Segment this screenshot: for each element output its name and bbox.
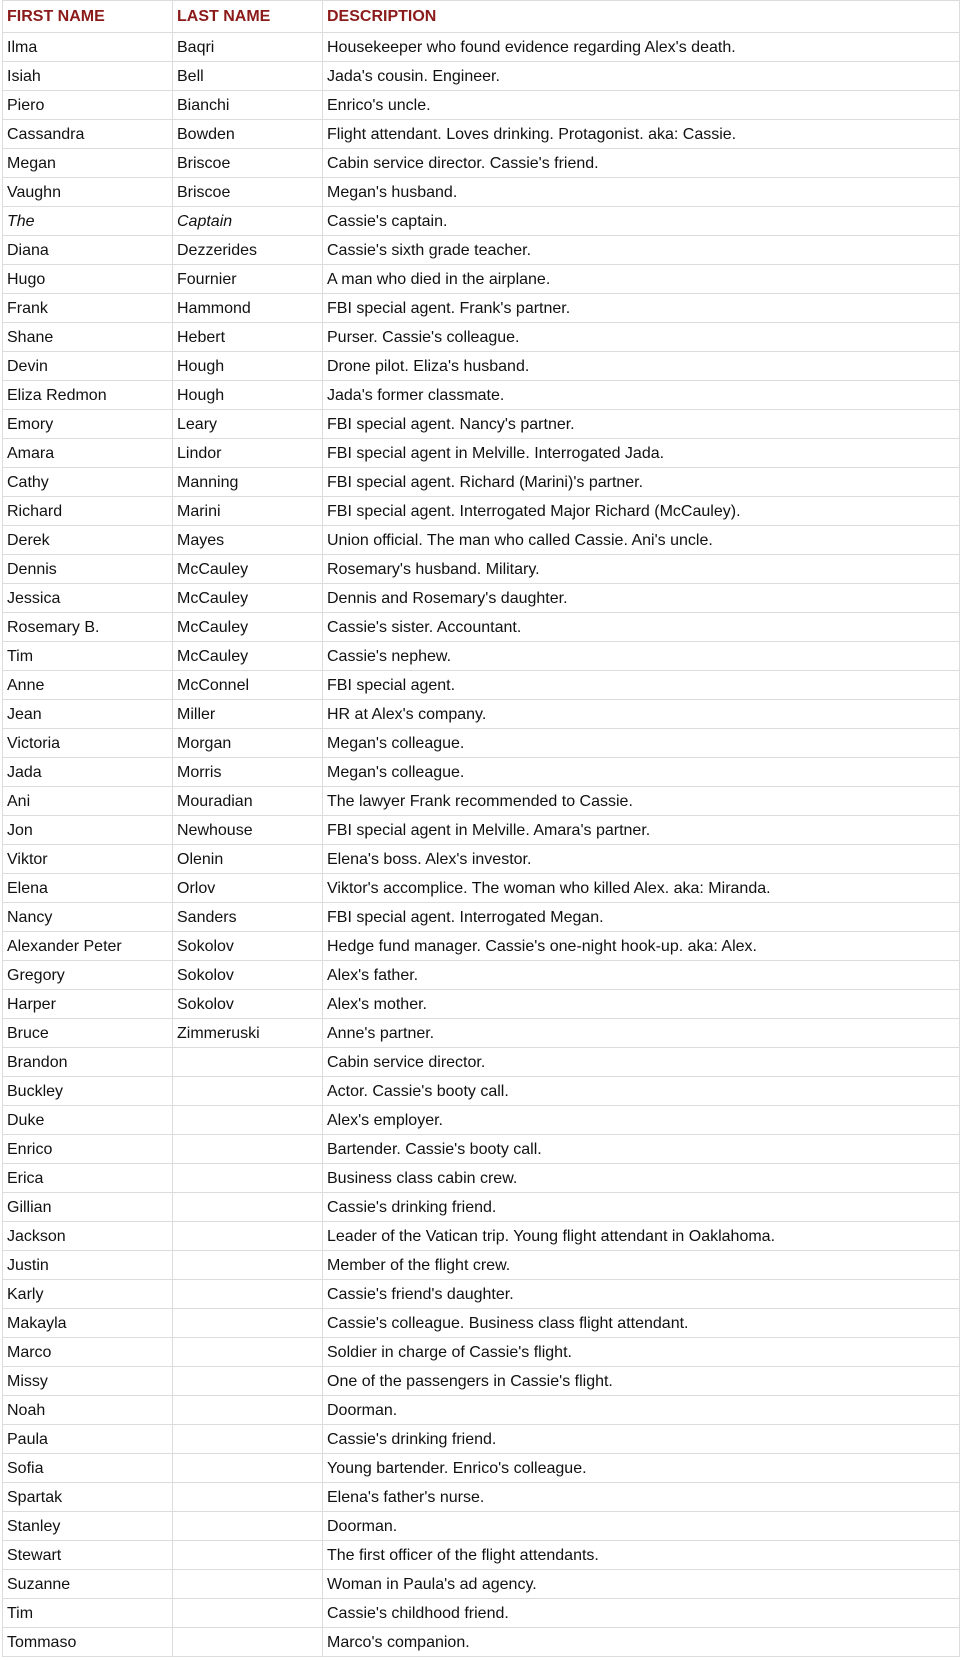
first-name-cell: Gillian: [3, 1193, 173, 1222]
table-row: [3, 294, 960, 323]
table-row: [3, 149, 960, 178]
first-name-cell: Alexander Peter: [3, 932, 173, 961]
table-row: [3, 1193, 960, 1222]
table-row: [3, 584, 960, 613]
table-row: [3, 613, 960, 642]
table-row: [3, 352, 960, 381]
table-row: [3, 1164, 960, 1193]
table-row: [3, 700, 960, 729]
first-name-cell: Erica: [3, 1164, 173, 1193]
last-name-cell: Hebert: [173, 323, 323, 352]
table-row: [3, 816, 960, 845]
description-cell: Union official. The man who called Cassie. Ani's uncle.: [323, 526, 960, 555]
description-cell: Housekeeper who found evidence regarding Alex's death.: [323, 33, 960, 62]
first-name-cell: Richard: [3, 497, 173, 526]
table-row: [3, 323, 960, 352]
table-row: [3, 33, 960, 62]
table-row: [3, 642, 960, 671]
first-name-cell: The: [3, 207, 173, 236]
last-name-cell: [173, 1309, 323, 1338]
first-name-cell: Viktor: [3, 845, 173, 874]
first-name-cell: Marco: [3, 1338, 173, 1367]
last-name-cell: Bianchi: [173, 91, 323, 120]
description-cell: Cassie's captain.: [323, 207, 960, 236]
first-name-header: FIRST NAME: [3, 1, 173, 33]
description-cell: Bartender. Cassie's booty call.: [323, 1135, 960, 1164]
last-name-cell: [173, 1280, 323, 1309]
last-name-cell: Hammond: [173, 294, 323, 323]
last-name-cell: McCauley: [173, 613, 323, 642]
first-name-cell: Isiah: [3, 62, 173, 91]
table-row: [3, 265, 960, 294]
first-name-cell: Frank: [3, 294, 173, 323]
table-body: [3, 33, 960, 1657]
last-name-cell: [173, 1599, 323, 1628]
last-name-cell: [173, 1135, 323, 1164]
table-row: [3, 903, 960, 932]
last-name-cell: McCauley: [173, 642, 323, 671]
table-row: [3, 671, 960, 700]
description-cell: Cassie's drinking friend.: [323, 1193, 960, 1222]
table-row: [3, 468, 960, 497]
table-row: [3, 236, 960, 265]
table-row: [3, 1512, 960, 1541]
description-cell: Anne's partner.: [323, 1019, 960, 1048]
last-name-cell: McCauley: [173, 555, 323, 584]
table-row: [3, 1425, 960, 1454]
last-name-cell: Sokolov: [173, 990, 323, 1019]
last-name-cell: Lindor: [173, 439, 323, 468]
table-row: [3, 1077, 960, 1106]
description-cell: Doorman.: [323, 1512, 960, 1541]
table-row: [3, 1570, 960, 1599]
first-name-cell: Jon: [3, 816, 173, 845]
last-name-cell: Olenin: [173, 845, 323, 874]
description-cell: FBI special agent.: [323, 671, 960, 700]
first-name-cell: Dennis: [3, 555, 173, 584]
first-name-cell: Victoria: [3, 729, 173, 758]
table-row: [3, 439, 960, 468]
description-cell: FBI special agent. Frank's partner.: [323, 294, 960, 323]
description-cell: Cassie's friend's daughter.: [323, 1280, 960, 1309]
description-cell: Cassie's childhood friend.: [323, 1599, 960, 1628]
first-name-cell: Anne: [3, 671, 173, 700]
last-name-cell: Sanders: [173, 903, 323, 932]
first-name-cell: Enrico: [3, 1135, 173, 1164]
first-name-cell: Diana: [3, 236, 173, 265]
table-row: [3, 1309, 960, 1338]
first-name-cell: Buckley: [3, 1077, 173, 1106]
last-name-cell: Bell: [173, 62, 323, 91]
header-row: [3, 1, 960, 33]
table-row: [3, 1280, 960, 1309]
table-row: [3, 758, 960, 787]
first-name-cell: Harper: [3, 990, 173, 1019]
table-row: [3, 845, 960, 874]
last-name-cell: Briscoe: [173, 178, 323, 207]
description-cell: Enrico's uncle.: [323, 91, 960, 120]
description-cell: HR at Alex's company.: [323, 700, 960, 729]
last-name-cell: [173, 1541, 323, 1570]
last-name-cell: Briscoe: [173, 149, 323, 178]
table-row: [3, 178, 960, 207]
description-cell: Dennis and Rosemary's daughter.: [323, 584, 960, 613]
first-name-cell: Vaughn: [3, 178, 173, 207]
first-name-cell: Duke: [3, 1106, 173, 1135]
last-name-cell: [173, 1048, 323, 1077]
first-name-cell: Makayla: [3, 1309, 173, 1338]
description-cell: FBI special agent in Melville. Interrogated Jada.: [323, 439, 960, 468]
description-cell: FBI special agent in Melville. Amara's partner.: [323, 816, 960, 845]
table-row: [3, 1628, 960, 1657]
last-name-cell: Orlov: [173, 874, 323, 903]
first-name-cell: Paula: [3, 1425, 173, 1454]
description-cell: Elena's father's nurse.: [323, 1483, 960, 1512]
description-cell: Cabin service director. Cassie's friend.: [323, 149, 960, 178]
description-cell: One of the passengers in Cassie's flight.: [323, 1367, 960, 1396]
last-name-cell: Hough: [173, 352, 323, 381]
last-name-cell: McConnel: [173, 671, 323, 700]
table-row: [3, 1367, 960, 1396]
description-cell: Hedge fund manager. Cassie's one-night hook-up. aka: Alex.: [323, 932, 960, 961]
description-cell: Young bartender. Enrico's colleague.: [323, 1454, 960, 1483]
last-name-cell: [173, 1338, 323, 1367]
table-row: [3, 120, 960, 149]
last-name-cell: Leary: [173, 410, 323, 439]
last-name-cell: Dezzerides: [173, 236, 323, 265]
description-cell: Flight attendant. Loves drinking. Protagonist. aka: Cassie.: [323, 120, 960, 149]
description-cell: Rosemary's husband. Military.: [323, 555, 960, 584]
description-cell: The lawyer Frank recommended to Cassie.: [323, 787, 960, 816]
last-name-cell: Captain: [173, 207, 323, 236]
description-cell: Cassie's sixth grade teacher.: [323, 236, 960, 265]
last-name-cell: Manning: [173, 468, 323, 497]
last-name-cell: Miller: [173, 700, 323, 729]
last-name-cell: [173, 1483, 323, 1512]
description-cell: Business class cabin crew.: [323, 1164, 960, 1193]
table-row: [3, 91, 960, 120]
first-name-cell: Sofia: [3, 1454, 173, 1483]
first-name-cell: Stewart: [3, 1541, 173, 1570]
description-cell: Cassie's sister. Accountant.: [323, 613, 960, 642]
first-name-cell: Amara: [3, 439, 173, 468]
description-cell: Megan's husband.: [323, 178, 960, 207]
last-name-cell: [173, 1425, 323, 1454]
first-name-cell: Suzanne: [3, 1570, 173, 1599]
last-name-cell: Morris: [173, 758, 323, 787]
last-name-cell: Baqri: [173, 33, 323, 62]
description-cell: Jada's cousin. Engineer.: [323, 62, 960, 91]
last-name-cell: [173, 1628, 323, 1657]
last-name-cell: [173, 1106, 323, 1135]
table-row: [3, 1222, 960, 1251]
first-name-cell: Karly: [3, 1280, 173, 1309]
table-row: [3, 729, 960, 758]
table-row: [3, 1599, 960, 1628]
description-cell: Megan's colleague.: [323, 758, 960, 787]
last-name-cell: Sokolov: [173, 932, 323, 961]
first-name-cell: Piero: [3, 91, 173, 120]
first-name-cell: Elena: [3, 874, 173, 903]
description-cell: Purser. Cassie's colleague.: [323, 323, 960, 352]
description-cell: Elena's boss. Alex's investor.: [323, 845, 960, 874]
last-name-cell: Morgan: [173, 729, 323, 758]
last-name-cell: [173, 1222, 323, 1251]
description-header: DESCRIPTION: [323, 1, 960, 33]
first-name-cell: Cassandra: [3, 120, 173, 149]
table-row: [3, 381, 960, 410]
first-name-cell: Ilma: [3, 33, 173, 62]
table-row: [3, 787, 960, 816]
last-name-cell: Fournier: [173, 265, 323, 294]
description-cell: FBI special agent. Richard (Marini)'s partner.: [323, 468, 960, 497]
first-name-cell: Emory: [3, 410, 173, 439]
last-name-cell: Marini: [173, 497, 323, 526]
last-name-cell: Newhouse: [173, 816, 323, 845]
last-name-header: LAST NAME: [173, 1, 323, 33]
last-name-cell: Mouradian: [173, 787, 323, 816]
first-name-cell: Nancy: [3, 903, 173, 932]
last-name-cell: [173, 1077, 323, 1106]
description-cell: Viktor's accomplice. The woman who killed Alex. aka: Miranda.: [323, 874, 960, 903]
table-row: [3, 497, 960, 526]
first-name-cell: Devin: [3, 352, 173, 381]
description-cell: Cassie's colleague. Business class flight attendant.: [323, 1309, 960, 1338]
table-row: [3, 555, 960, 584]
first-name-cell: Justin: [3, 1251, 173, 1280]
last-name-cell: [173, 1367, 323, 1396]
first-name-cell: Jessica: [3, 584, 173, 613]
last-name-cell: [173, 1251, 323, 1280]
first-name-cell: Jada: [3, 758, 173, 787]
characters-table: [2, 0, 960, 1657]
table-row: [3, 410, 960, 439]
table-row: [3, 1396, 960, 1425]
description-cell: Cassie's nephew.: [323, 642, 960, 671]
table-row: [3, 874, 960, 903]
first-name-cell: Jean: [3, 700, 173, 729]
table-row: [3, 1483, 960, 1512]
table-row: [3, 1541, 960, 1570]
description-cell: Marco's companion.: [323, 1628, 960, 1657]
first-name-cell: Spartak: [3, 1483, 173, 1512]
table-row: [3, 990, 960, 1019]
last-name-cell: Bowden: [173, 120, 323, 149]
description-cell: Jada's former classmate.: [323, 381, 960, 410]
description-cell: FBI special agent. Interrogated Major Richard (McCauley).: [323, 497, 960, 526]
table-row: [3, 62, 960, 91]
description-cell: Alex's father.: [323, 961, 960, 990]
first-name-cell: Tommaso: [3, 1628, 173, 1657]
first-name-cell: Cathy: [3, 468, 173, 497]
first-name-cell: Rosemary B.: [3, 613, 173, 642]
first-name-cell: Tim: [3, 642, 173, 671]
description-cell: Woman in Paula's ad agency.: [323, 1570, 960, 1599]
first-name-cell: Jackson: [3, 1222, 173, 1251]
first-name-cell: Brandon: [3, 1048, 173, 1077]
first-name-cell: Hugo: [3, 265, 173, 294]
last-name-cell: [173, 1570, 323, 1599]
last-name-cell: [173, 1193, 323, 1222]
description-cell: Leader of the Vatican trip. Young flight attendant in Oaklahoma.: [323, 1222, 960, 1251]
table-row: [3, 1106, 960, 1135]
description-cell: A man who died in the airplane.: [323, 265, 960, 294]
first-name-cell: Megan: [3, 149, 173, 178]
last-name-cell: Sokolov: [173, 961, 323, 990]
description-cell: Megan's colleague.: [323, 729, 960, 758]
first-name-cell: Shane: [3, 323, 173, 352]
first-name-cell: Eliza Redmon: [3, 381, 173, 410]
table-row: [3, 932, 960, 961]
first-name-cell: Stanley: [3, 1512, 173, 1541]
description-cell: FBI special agent. Interrogated Megan.: [323, 903, 960, 932]
description-cell: Cabin service director.: [323, 1048, 960, 1077]
table-row: [3, 961, 960, 990]
first-name-cell: Derek: [3, 526, 173, 555]
description-cell: Cassie's drinking friend.: [323, 1425, 960, 1454]
last-name-cell: Mayes: [173, 526, 323, 555]
description-cell: Doorman.: [323, 1396, 960, 1425]
first-name-cell: Noah: [3, 1396, 173, 1425]
description-cell: FBI special agent. Nancy's partner.: [323, 410, 960, 439]
table-row: [3, 1338, 960, 1367]
table-row: [3, 1135, 960, 1164]
table-row: [3, 1251, 960, 1280]
first-name-cell: Gregory: [3, 961, 173, 990]
description-cell: Member of the flight crew.: [323, 1251, 960, 1280]
first-name-cell: Missy: [3, 1367, 173, 1396]
description-cell: Drone pilot. Eliza's husband.: [323, 352, 960, 381]
table-row: [3, 1454, 960, 1483]
table-row: [3, 207, 960, 236]
last-name-cell: McCauley: [173, 584, 323, 613]
description-cell: Alex's mother.: [323, 990, 960, 1019]
table-row: [3, 1048, 960, 1077]
table-row: [3, 526, 960, 555]
description-cell: Alex's employer.: [323, 1106, 960, 1135]
last-name-cell: Hough: [173, 381, 323, 410]
last-name-cell: [173, 1396, 323, 1425]
table-row: [3, 1019, 960, 1048]
description-cell: The first officer of the flight attendants.: [323, 1541, 960, 1570]
first-name-cell: Tim: [3, 1599, 173, 1628]
first-name-cell: Bruce: [3, 1019, 173, 1048]
last-name-cell: [173, 1164, 323, 1193]
first-name-cell: Ani: [3, 787, 173, 816]
last-name-cell: [173, 1512, 323, 1541]
description-cell: Soldier in charge of Cassie's flight.: [323, 1338, 960, 1367]
description-cell: Actor. Cassie's booty call.: [323, 1077, 960, 1106]
last-name-cell: Zimmeruski: [173, 1019, 323, 1048]
last-name-cell: [173, 1454, 323, 1483]
